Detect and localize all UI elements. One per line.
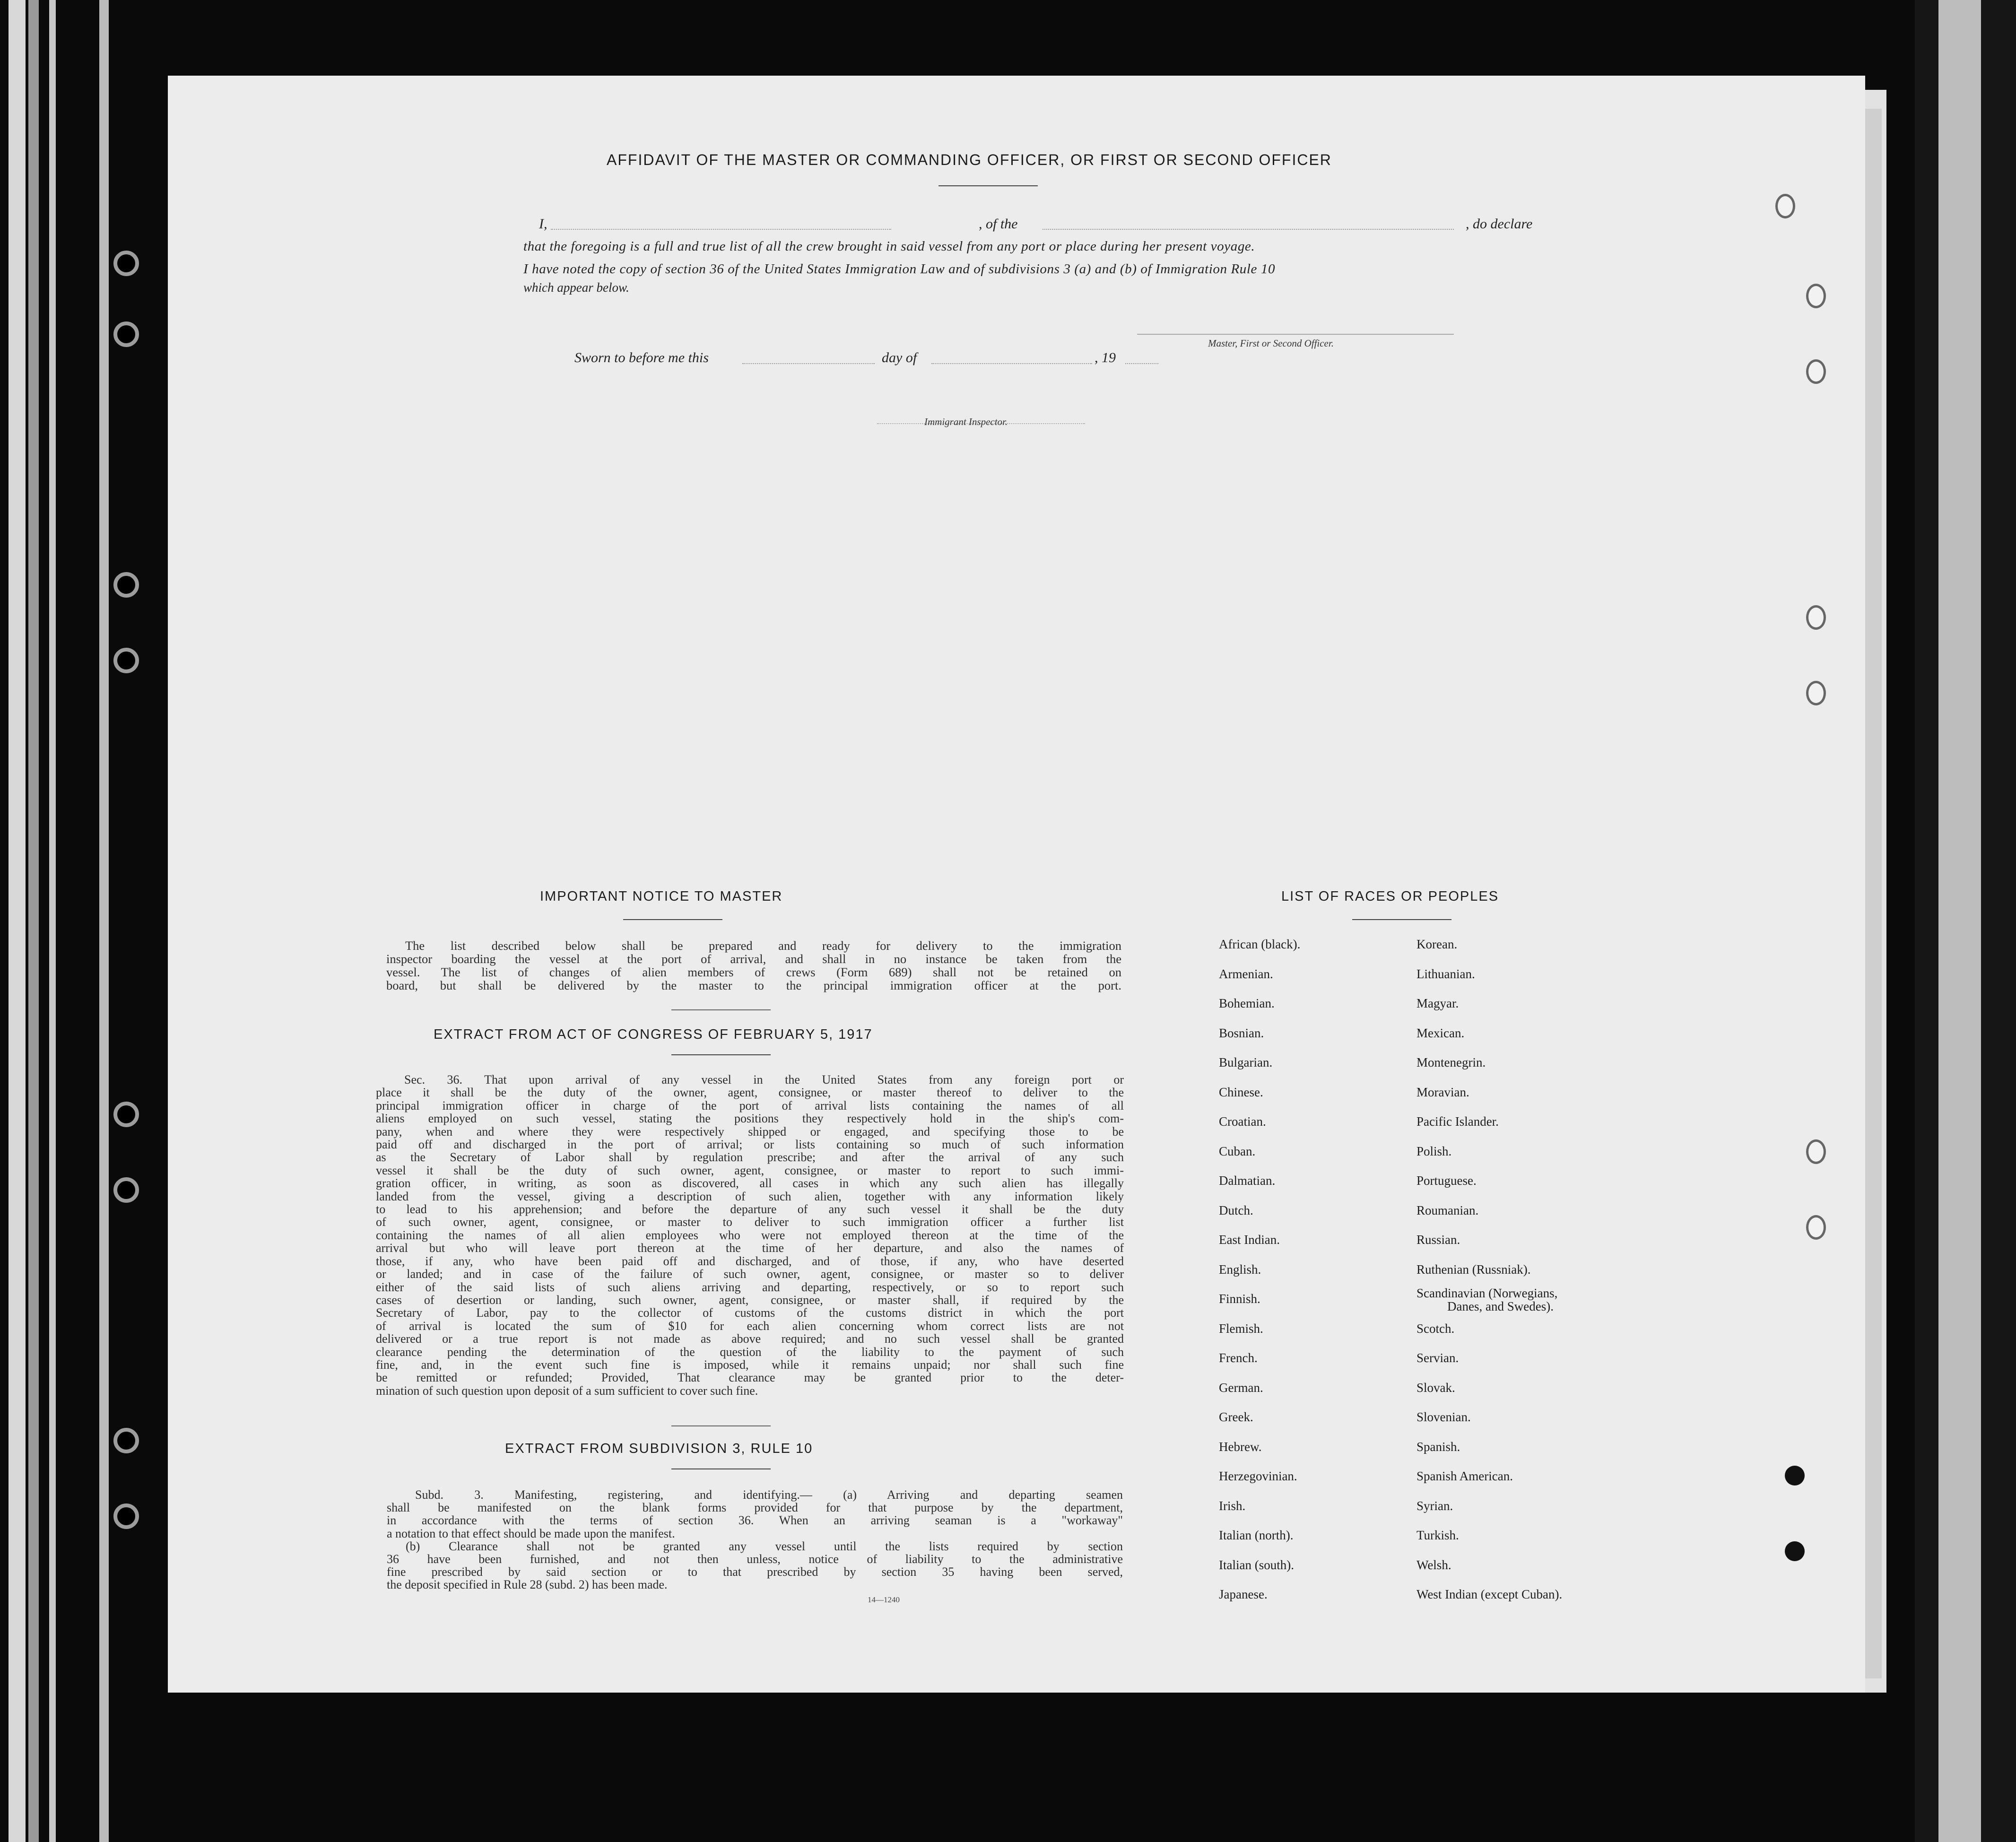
month-blank-field[interactable]	[931, 363, 1092, 364]
act-line: Secretary of Labor, pay to the collector of customs of the customs district in which the port	[376, 1306, 1124, 1320]
race-item: Roumanian.	[1416, 1203, 1479, 1217]
race-item: Moravian.	[1416, 1085, 1469, 1099]
race-item: Syrian.	[1416, 1499, 1453, 1513]
act-line: those, if any, who have been paid off and discharged, and of those, if any, who have deserted	[376, 1254, 1124, 1268]
sworn-label: Sworn to before me this	[574, 350, 709, 365]
affidavit-title: AFFIDAVIT OF THE MASTER OR COMMANDING OFFICER, OR FIRST OR SECOND OFFICER	[607, 151, 1332, 168]
notice-title: IMPORTANT NOTICE TO MASTER	[540, 889, 783, 904]
race-item: Cuban.	[1219, 1144, 1256, 1158]
punch-hole	[1806, 1139, 1826, 1164]
race-item: Croatian.	[1219, 1114, 1266, 1129]
rule-line: 36 have been furnished, and not then unless, notice of liability to the administrative	[387, 1552, 1123, 1566]
race-item: Bosnian.	[1219, 1026, 1264, 1040]
punch-hole	[1775, 194, 1795, 218]
act-line: either of the said lists of such aliens arriving and departing, respectively, or so to report such	[376, 1280, 1124, 1294]
race-item: Lithuanian.	[1416, 967, 1475, 981]
affidavit-of-the: , of the	[979, 216, 1018, 232]
race-item: Hebrew.	[1219, 1440, 1262, 1454]
binder-edge	[9, 0, 26, 1842]
affidavit-do-declare: , do declare	[1466, 216, 1533, 232]
race-item: Scotch.	[1416, 1321, 1455, 1336]
rule-line: a notation to that effect should be made upon the manifest.	[387, 1526, 675, 1540]
race-item: Portuguese.	[1416, 1173, 1477, 1188]
punch-hole	[1806, 681, 1826, 705]
rule-line: (b) Clearance shall not be granted any vessel until the lists required by section	[406, 1539, 1123, 1553]
form-number: 14—1240	[868, 1595, 900, 1604]
binder-hole	[113, 251, 139, 276]
race-item: Spanish.	[1416, 1440, 1460, 1454]
divider	[671, 1009, 771, 1010]
signature-blank-field[interactable]	[1137, 334, 1454, 335]
act-line: principal immigration officer in charge of the port of arrival lists containing the names of all	[376, 1098, 1124, 1112]
race-item: Dalmatian.	[1219, 1173, 1276, 1188]
race-item: Ruthenian (Russniak).	[1416, 1262, 1531, 1277]
rule-line: the deposit specified in Rule 28 (subd. 2) has been made.	[387, 1578, 668, 1592]
act-line: arrival but who will leave port thereon at the time of her departure, and also the names of	[376, 1241, 1124, 1255]
divider	[1352, 919, 1451, 920]
race-item: Turkish.	[1416, 1528, 1459, 1542]
race-item: Italian (north).	[1219, 1528, 1294, 1542]
punch-hole	[1806, 1215, 1826, 1240]
race-item: East Indian.	[1219, 1233, 1280, 1247]
rule-extract-title: EXTRACT FROM SUBDIVISION 3, RULE 10	[505, 1441, 813, 1456]
act-line: aliens employed on such vessel, stating the positions they respectively hold in the ship's com-	[376, 1112, 1124, 1126]
race-item: Chinese.	[1219, 1085, 1263, 1099]
act-line: be remitted or refunded; Provided, That clearance may be granted prior to the deter-	[376, 1371, 1124, 1385]
divider	[938, 185, 1038, 186]
race-item: Pacific Islander.	[1416, 1114, 1499, 1129]
act-line: clearance pending the determination of the question of the liability to the payment of such	[376, 1345, 1124, 1359]
race-item: West Indian (except Cuban).	[1416, 1587, 1563, 1601]
race-item: Bohemian.	[1219, 996, 1275, 1010]
rule-paragraph	[387, 1488, 1123, 1591]
act-line: vessel it shall be the duty of such owner, agent, consignee, or master to report to such immi-	[376, 1163, 1124, 1177]
race-item: Armenian.	[1219, 967, 1273, 981]
binder-hole	[113, 1428, 139, 1453]
vessel-blank-field[interactable]	[1043, 229, 1454, 230]
divider	[671, 1054, 771, 1055]
race-item: Montenegrin.	[1416, 1055, 1486, 1069]
divider	[671, 1468, 771, 1469]
race-item: Finnish.	[1219, 1292, 1260, 1306]
binder-hole	[113, 1177, 139, 1203]
race-item: Mexican.	[1416, 1026, 1465, 1040]
affidavit-line: I have noted the copy of section 36 of the United States Immigration Law and of subdivisions 3 (a) and (b) of Immigration Rule 10	[523, 261, 1276, 277]
notice-line: board, but shall be delivered by the master to the principal immigration officer at the port.	[386, 978, 1121, 992]
act-line: of arrival is located the sum of $10 for each alien concerning whom correct lists are not	[376, 1319, 1124, 1333]
binder-edge	[49, 0, 56, 1842]
race-item: African (black).	[1219, 937, 1301, 951]
binder-hole	[113, 321, 139, 347]
race-item: Greek.	[1219, 1410, 1253, 1424]
race-item: Herzegovinian.	[1219, 1469, 1297, 1483]
notice-line: inspector boarding the vessel at the port of arrival, and shall in no instance be taken from the	[386, 952, 1121, 966]
rule-line: Subd. 3. Manifesting, registering, and identifying.— (a) Arriving and departing seamen	[415, 1488, 1123, 1502]
act-line: mination of such question upon deposit of a sum sufficient to cover such fine.	[376, 1383, 758, 1398]
act-line: of such owner, agent, consignee, or master to deliver to such immigration officer a further list	[376, 1215, 1124, 1229]
race-item: Irish.	[1219, 1499, 1246, 1513]
race-item: Japanese.	[1219, 1587, 1268, 1601]
scan-margin	[1938, 0, 1981, 1842]
year-blank-field[interactable]	[1125, 363, 1158, 364]
race-item: Servian.	[1416, 1351, 1459, 1365]
act-line: or landed; and in case of the failure of such owner, agent, consignee, or master so to deliver	[376, 1267, 1124, 1281]
binder-hole	[113, 1503, 139, 1529]
race-item: Slovak.	[1416, 1381, 1455, 1395]
race-item: Italian (south).	[1219, 1558, 1294, 1572]
race-item: German.	[1219, 1381, 1263, 1395]
rule-line: shall be manifested on the blank forms provided for that purpose by the department,	[387, 1501, 1123, 1515]
race-item: Bulgarian.	[1219, 1055, 1273, 1069]
divider	[623, 919, 722, 920]
punch-hole	[1785, 1541, 1805, 1561]
affidavit-line: which appear below.	[523, 280, 629, 295]
act-line: containing the names of all alien employees who were not employed thereon at the time of the	[376, 1228, 1124, 1242]
punch-hole	[1806, 359, 1826, 384]
race-item: French.	[1219, 1351, 1258, 1365]
act-line: as the Secretary of Labor shall by regulation prescribe; and after the arrival of any such	[376, 1150, 1124, 1164]
race-item: Magyar.	[1416, 996, 1459, 1010]
race-item: Scandinavian (Norwegians,	[1416, 1286, 1558, 1300]
punch-hole	[1785, 1466, 1805, 1486]
day-blank-field[interactable]	[742, 363, 875, 364]
race-item: Slovenian.	[1416, 1410, 1471, 1424]
rule-line: in accordance with the terms of section 36. When an arriving seaman is a "workaway"	[387, 1513, 1123, 1528]
binder-hole	[113, 572, 139, 598]
race-item: Danes, and Swedes).	[1447, 1299, 1554, 1313]
act-line: paid off and discharged in the port of arrival; or lists containing so much of such information	[376, 1138, 1124, 1152]
notice-paragraph	[386, 939, 1121, 992]
act-line: delivered or a true report is not made as above required; and no such vessel shall be granted	[376, 1332, 1124, 1346]
affidavit-i-label: I,	[539, 216, 547, 232]
act-line: fine, and, in the event such fine is imposed, while it remains unpaid; nor shall such fine	[376, 1357, 1124, 1372]
race-item: Polish.	[1416, 1144, 1452, 1158]
binder-edge	[99, 0, 109, 1842]
race-item: Welsh.	[1416, 1558, 1451, 1572]
day-of-label: day of	[882, 350, 917, 365]
race-item: Flemish.	[1219, 1321, 1263, 1336]
punch-hole	[1806, 605, 1826, 630]
affidavit-line: that the foregoing is a full and true list of all the crew brought in said vessel from any port or place during her present voyage.	[523, 239, 1255, 254]
act-line: pany, when and where they were respectively shipped or engaged, and specifying those to be	[376, 1124, 1124, 1138]
act-line: Sec. 36. That upon arrival of any vessel in the United States from any foreign port or	[404, 1073, 1124, 1086]
act-line: cases of desertion or landing, such owner, agent, consignee, or master shall, if required by the	[376, 1293, 1124, 1307]
year-label: , 19	[1095, 350, 1116, 365]
act-paragraph	[376, 1073, 1124, 1397]
binder-edge	[28, 0, 39, 1842]
act-line: landed from the vessel, giving a description of such alien, together with any information likely	[376, 1189, 1124, 1203]
binder-hole	[113, 648, 139, 673]
punch-hole	[1806, 284, 1826, 308]
notice-line: vessel. The list of changes of alien members of crews (Form 689) shall not be retained on	[386, 965, 1121, 979]
race-item: Dutch.	[1219, 1203, 1253, 1217]
rule-line: fine prescribed by said section or to that prescribed by section 35 having been served,	[387, 1565, 1123, 1579]
act-extract-title: EXTRACT FROM ACT OF CONGRESS OF FEBRUARY 5, 1917	[434, 1027, 873, 1042]
document-page	[168, 76, 1865, 1693]
binder-hole	[113, 1102, 139, 1127]
race-item: Korean.	[1416, 937, 1458, 951]
signature-caption: Master, First or Second Officer.	[1208, 338, 1334, 349]
inspector-caption: Immigrant Inspector.	[924, 416, 1008, 427]
notice-line: The list described below shall be prepared and ready for delivery to the immigration	[405, 938, 1121, 953]
divider	[671, 1425, 771, 1426]
race-item: Spanish American.	[1416, 1469, 1513, 1483]
name-blank-field[interactable]	[551, 229, 891, 230]
race-item: English.	[1219, 1262, 1261, 1277]
act-line: to lead to his apprehension; and before the departure of any such vessel it shall be the duty	[376, 1202, 1124, 1216]
race-item: Russian.	[1416, 1233, 1460, 1247]
races-title: LIST OF RACES OR PEOPLES	[1281, 889, 1499, 904]
act-line: gration officer, in writing, as soon as discovered, all cases in which any such alien has illegally	[376, 1176, 1124, 1190]
act-line: place it shall be the duty of the owner, agent, consignee, or master thereof to deliver to the	[376, 1086, 1124, 1100]
